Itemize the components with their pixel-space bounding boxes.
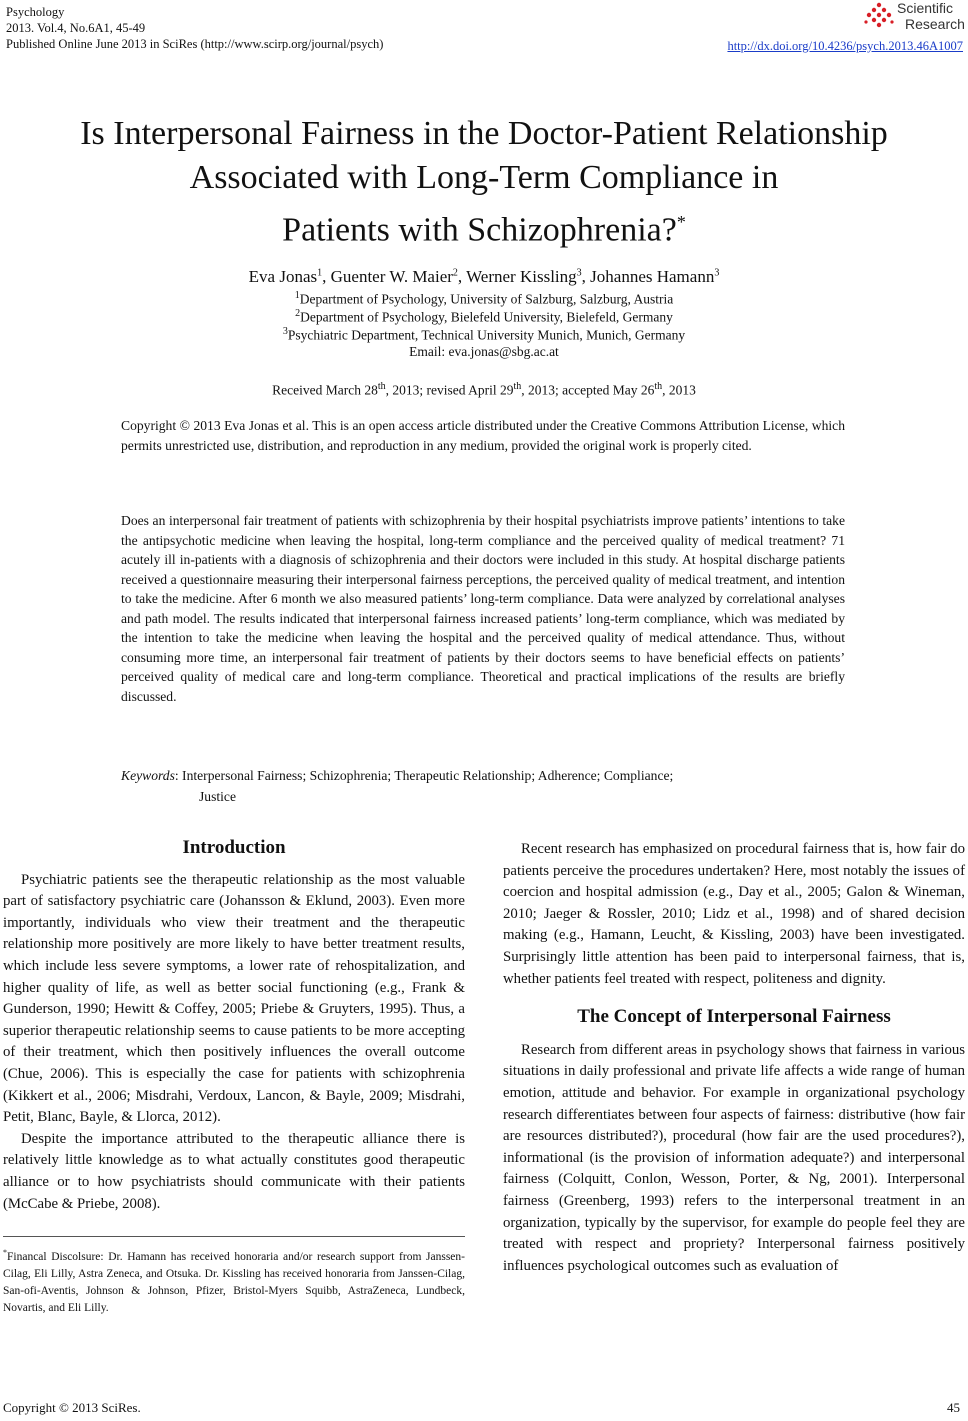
author-name: Werner Kissling — [466, 267, 577, 286]
abstract: Does an interpersonal fair treatment of patients with schizophrenia by their hospital psychiatrists improve patients’ intentions to take the antipsychotic medicine when leaving the hospital, long-term compliance and the perceived quality of medical treatment? 71 acutely ill in-patients with a diagnosis of schizophrenia and their doctors were included in this study. At hospital discharge patients received a questionnaire measuring their interpersonal fairness perceptions, the perceived quality of medical treatment, and intention to take the medicine. After 6 month we also measured patients’ long-term compliance. Data were analyzed by correlational analyses and path model. The results indicated that interpersonal fairness increased patients’ long-term compliance, which was mediated by the intention to take the medicine when leaving the hospital and the perceived quality of medical attendance. Thus, without consuming more time, an interpersonal fair treatment of patients by their doctors seems to have beneficial effects on patients’ perceived quality of medical care and long-term compliance. Theoretical and practical implications of the results are briefly discussed. — [121, 513, 845, 704]
paragraph: Despite the importance attributed to the therapeutic alliance there is relatively little knowledge as to what actually constitutes good therapeutic alliance or to how psychiatrists should communicate with their patients (McCabe & Priebe, 2008). — [3, 1130, 465, 1212]
section-heading: Introduction — [182, 837, 286, 858]
keywords-label: Keywords — [121, 768, 175, 783]
journal-name: Psychology — [6, 5, 65, 19]
paragraph: Recent research has emphasized on procedural fairness that is, how fair do patients perceive the procedures undertaken? Here, most notably the issues of coercion and hospital admission (e.g., Day et al., 2005; Galon & Wineman, 2010; Jaeger & Rossler, 2010; Lidz et al., 1998) and of shared decision making (e.g., Hamann, Leucht, & Kissling, 2003) have been investigated. Surprisingly little attention has been paid to interpersonal fairness, that is, whether patients feel treated with respect, politeness and dignity. — [503, 841, 965, 987]
author-email: Email: eva.jonas@sbg.ac.at — [409, 344, 559, 359]
page-number: 45 — [947, 1400, 960, 1415]
keywords-list-cont: Justice — [199, 789, 236, 804]
keywords — [121, 765, 845, 804]
paragraph: Research from different areas in psychology shows that fairness in various situations in daily professional and private life affects a wide range of human emotion, attitude and behavior. For example in organizational psychology research differentiates between four aspects of fairness: distributive (how fair are resources distributed?), procedural (how fair are the used procedures?), informational (is the provision of information adequate?) and interpersonal fairness (Colquitt, Conlon, Wesson, Porter, & Ng, 2001). Interpersonal fairness (Greenberg, 1993) refers to the interpersonal treatment in an organization, typically by the supervisor, for example do people feel they are treated with respect and propriety? Interpersonal fairness positively influences psychological outcomes such as evaluation of — [503, 1041, 965, 1274]
footer-copyright: Copyright © 2013 SciRes. — [3, 1400, 141, 1415]
title-line-3: Patients with Schizophrenia?* — [282, 211, 686, 249]
author-name: Eva Jonas — [248, 267, 318, 286]
left-column — [3, 837, 465, 1215]
affiliation: $^3$Psychiatric Department, Technical University Munich, Munich, Germany — [282, 326, 686, 343]
copyright-notice: Copyright © 2013 Eva Jonas et al. This is an open access article distributed under the Creative Commons Attribution License, which permits unrestricted use, distribution, and reproduction in any medium, provided the original work is properly cited. — [121, 418, 845, 453]
affiliation: $^2$Department of Psychology, Bielefeld University, Bielefeld, Germany — [295, 308, 673, 325]
author-name: Guenter W. Maier — [330, 267, 453, 286]
author-list: Eva Jonas$^1$, Guenter W. Maier$^2$, Werner Kissling$^3$, Johannes Hamann$^3$ — [248, 267, 720, 286]
title-line-1: Is Interpersonal Fairness in the Doctor-Patient Relationship — [80, 115, 888, 152]
keywords-list: : Interpersonal Fairness; Schizophrenia; Therapeutic Relationship; Adherence; Compliance; — [174, 768, 674, 783]
logo-dots-icon — [863, 2, 895, 32]
scientific-research-logo — [863, 0, 963, 36]
published-line: Published Online June 2013 in SciRes (http://www.scirp.org/journal/psych) — [6, 37, 384, 51]
affiliation: $^1$Department of Psychology, University of Salzburg, Salzburg, Austria — [294, 290, 674, 307]
article-title — [0, 112, 968, 252]
footnote-divider — [3, 1236, 465, 1237]
logo-text-line2: Research — [905, 16, 965, 32]
author-name: Johannes Hamann — [590, 267, 715, 286]
section-heading: The Concept of Interpersonal Fairness — [577, 1006, 891, 1028]
right-column — [503, 839, 965, 1277]
received-dates: Received March 28th, 2013; revised April 29th, 2013; accepted May 26th, 2013 — [272, 381, 696, 398]
title-line-2: Associated with Long-Term Compliance in — [189, 159, 779, 196]
logo-text-line1: Scientific — [897, 0, 954, 16]
footnote: *Financal Discolsure: Dr. Hamann has received honoraria and/or research support from Janssen-Cilag, Eli Lilly, Astra Zeneca, and Otsuka. Dr. Kissling has received honoraria from Janssen-Cilag, San-ofi-Aventis, Johnson & Johnson, Pfizer, Bristol-Myers Squibb, AstraZeneca, Lundbeck, Novartis, and Eli Lilly. — [3, 1248, 465, 1314]
journal-volume: 2013. Vol.4, No.6A1, 45-49 — [6, 21, 146, 35]
running-header — [6, 4, 383, 52]
paragraph: Psychiatric patients see the therapeutic relationship as the most valuable part of satisfactory psychiatric care (Johansson & Eklund, 2003). Even more importantly, individuals who view their treatment and the therapeutic relationship more positively are more likely to have better treatment results, which include less severe symptoms, a lower rate of rehospitalization, and higher quality of life, as well as better social functioning (e.g., Frank & Gunderson, 1990; Hewitt & Coffey, 2005; Priebe & Gruyters, 1995). Thus, a superior therapeutic relationship seems to cause patients to be more accepting of their treatment, which then positively influences the overall outcome (Chue, 2006). This is especially the case for patients with schizophrenia (Kikkert et al., 2006; Misdrahi, Verdoux, Lancon, & Bayle, 2009; Misdrahi, Petit, Blanc, Bayle, & Llorca, 2012). — [3, 871, 465, 1126]
doi-link[interactable]: http://dx.doi.org/10.4236/psych.2013.46A1007 — [727, 39, 963, 53]
title-footnote-mark: * — [676, 212, 686, 232]
